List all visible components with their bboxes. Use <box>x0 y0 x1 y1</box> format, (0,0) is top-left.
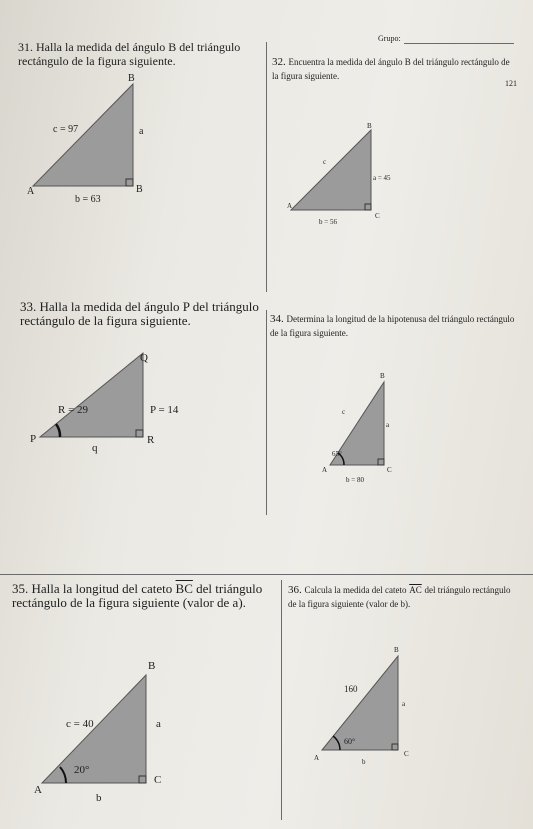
side-label: a <box>156 718 161 730</box>
problem-35-text-a: Halla la longitud del cateto <box>31 581 173 596</box>
side-label: b = 80 <box>346 476 364 484</box>
side-label: c = 40 <box>66 718 94 730</box>
problem-34-triangle <box>320 370 400 485</box>
side-label: c = 97 <box>53 124 79 135</box>
vertex-label: C <box>404 750 409 758</box>
grupo-label: Grupo: <box>378 34 401 43</box>
problem-31-text: Halla la medida del ángulo B del triángulo rectángulo de la figura siguiente. <box>18 40 241 68</box>
problem-34-number: 34. <box>270 313 284 325</box>
vertex-label: B <box>380 372 385 380</box>
angle-label: 65° <box>332 450 342 458</box>
problem-36-statement <box>288 583 518 611</box>
vertex-label: B <box>148 660 156 672</box>
problem-36-triangle <box>310 640 420 770</box>
side-label: b <box>362 758 366 766</box>
triangle-shape <box>40 353 143 437</box>
grupo-line <box>404 43 514 44</box>
vertex-label: B <box>136 184 143 195</box>
side-label: a <box>139 126 144 137</box>
problem-32-statement <box>272 55 512 83</box>
side-label: b = 63 <box>75 194 101 205</box>
problem-34-text: Determina la longitud de la hipotenusa del triángulo rectángulo de la figura siguiente. <box>270 314 515 338</box>
vertex-label: Q <box>140 352 148 364</box>
problem-32-text: Encuentra la medida del ángulo B del triángulo rectángulo de la figura siguiente. <box>272 57 510 81</box>
column-divider-bottom <box>281 580 282 820</box>
problem-33-number: 33. <box>20 299 37 314</box>
problem-31-statement <box>18 40 263 68</box>
problem-35-segment: $\overline{BC}$ <box>175 581 193 596</box>
problem-35-text-b: del triángulo rectángulo de la figura siguiente (valor de a). <box>12 581 263 610</box>
triangle-shape <box>291 130 371 210</box>
vertex-label: A <box>314 754 320 762</box>
problem-34-statement <box>270 312 520 340</box>
vertex-label: C <box>154 774 162 786</box>
side-label: c <box>342 408 346 416</box>
angle-label: 60° <box>344 737 356 746</box>
angle-label: 20° <box>74 764 90 776</box>
page-number: 121 <box>505 79 517 88</box>
vertex-label: A <box>27 186 35 197</box>
vertex-label: B <box>394 646 399 654</box>
problem-36-text-b: del triángulo rectángulo de la figura siguiente (valor de b). <box>288 585 511 609</box>
column-divider-top <box>266 42 267 292</box>
vertex-label: A <box>322 466 328 474</box>
side-label: a = 45 <box>373 174 391 182</box>
side-label: R = 29 <box>58 404 89 416</box>
problem-33-statement <box>20 300 265 328</box>
side-label: P = 14 <box>150 404 179 416</box>
side-label: q <box>92 442 98 454</box>
vertex-label: B <box>367 122 372 130</box>
problem-32-number: 32. <box>272 56 286 68</box>
row-divider <box>0 574 533 575</box>
problem-31-number: 31. <box>18 40 33 54</box>
triangle-shape <box>33 84 133 186</box>
side-label: a <box>402 700 406 708</box>
problem-32-triangle <box>285 120 405 235</box>
vertex-label: R <box>147 434 155 446</box>
problem-33-triangle <box>30 345 179 460</box>
side-label: b <box>96 792 102 804</box>
side-label: b = 56 <box>319 218 337 226</box>
vertex-label: P <box>30 433 37 445</box>
side-label: a <box>386 421 390 429</box>
vertex-label: C <box>375 212 380 220</box>
problem-36-number: 36. <box>288 584 302 596</box>
side-label: c <box>323 158 327 166</box>
problem-35-triangle <box>30 655 175 805</box>
problem-33-text: Halla la medida del ángulo P del triángulo rectángulo de la figura siguiente. <box>20 299 259 328</box>
problem-36-segment: $\overline{AC}$ <box>409 585 422 595</box>
problem-35-number: 35. <box>12 581 29 596</box>
vertex-label: A <box>287 202 293 210</box>
triangle-shape <box>42 675 146 783</box>
vertex-label: A <box>34 784 42 796</box>
vertex-label: B <box>128 73 135 84</box>
side-label: 160 <box>344 684 358 694</box>
vertex-label: C <box>387 466 392 474</box>
problem-35-statement <box>12 582 280 610</box>
problem-36-text-a: Calcula la medida del cateto <box>304 585 407 595</box>
problem-31-triangle <box>25 70 160 205</box>
column-divider-middle <box>266 310 267 515</box>
